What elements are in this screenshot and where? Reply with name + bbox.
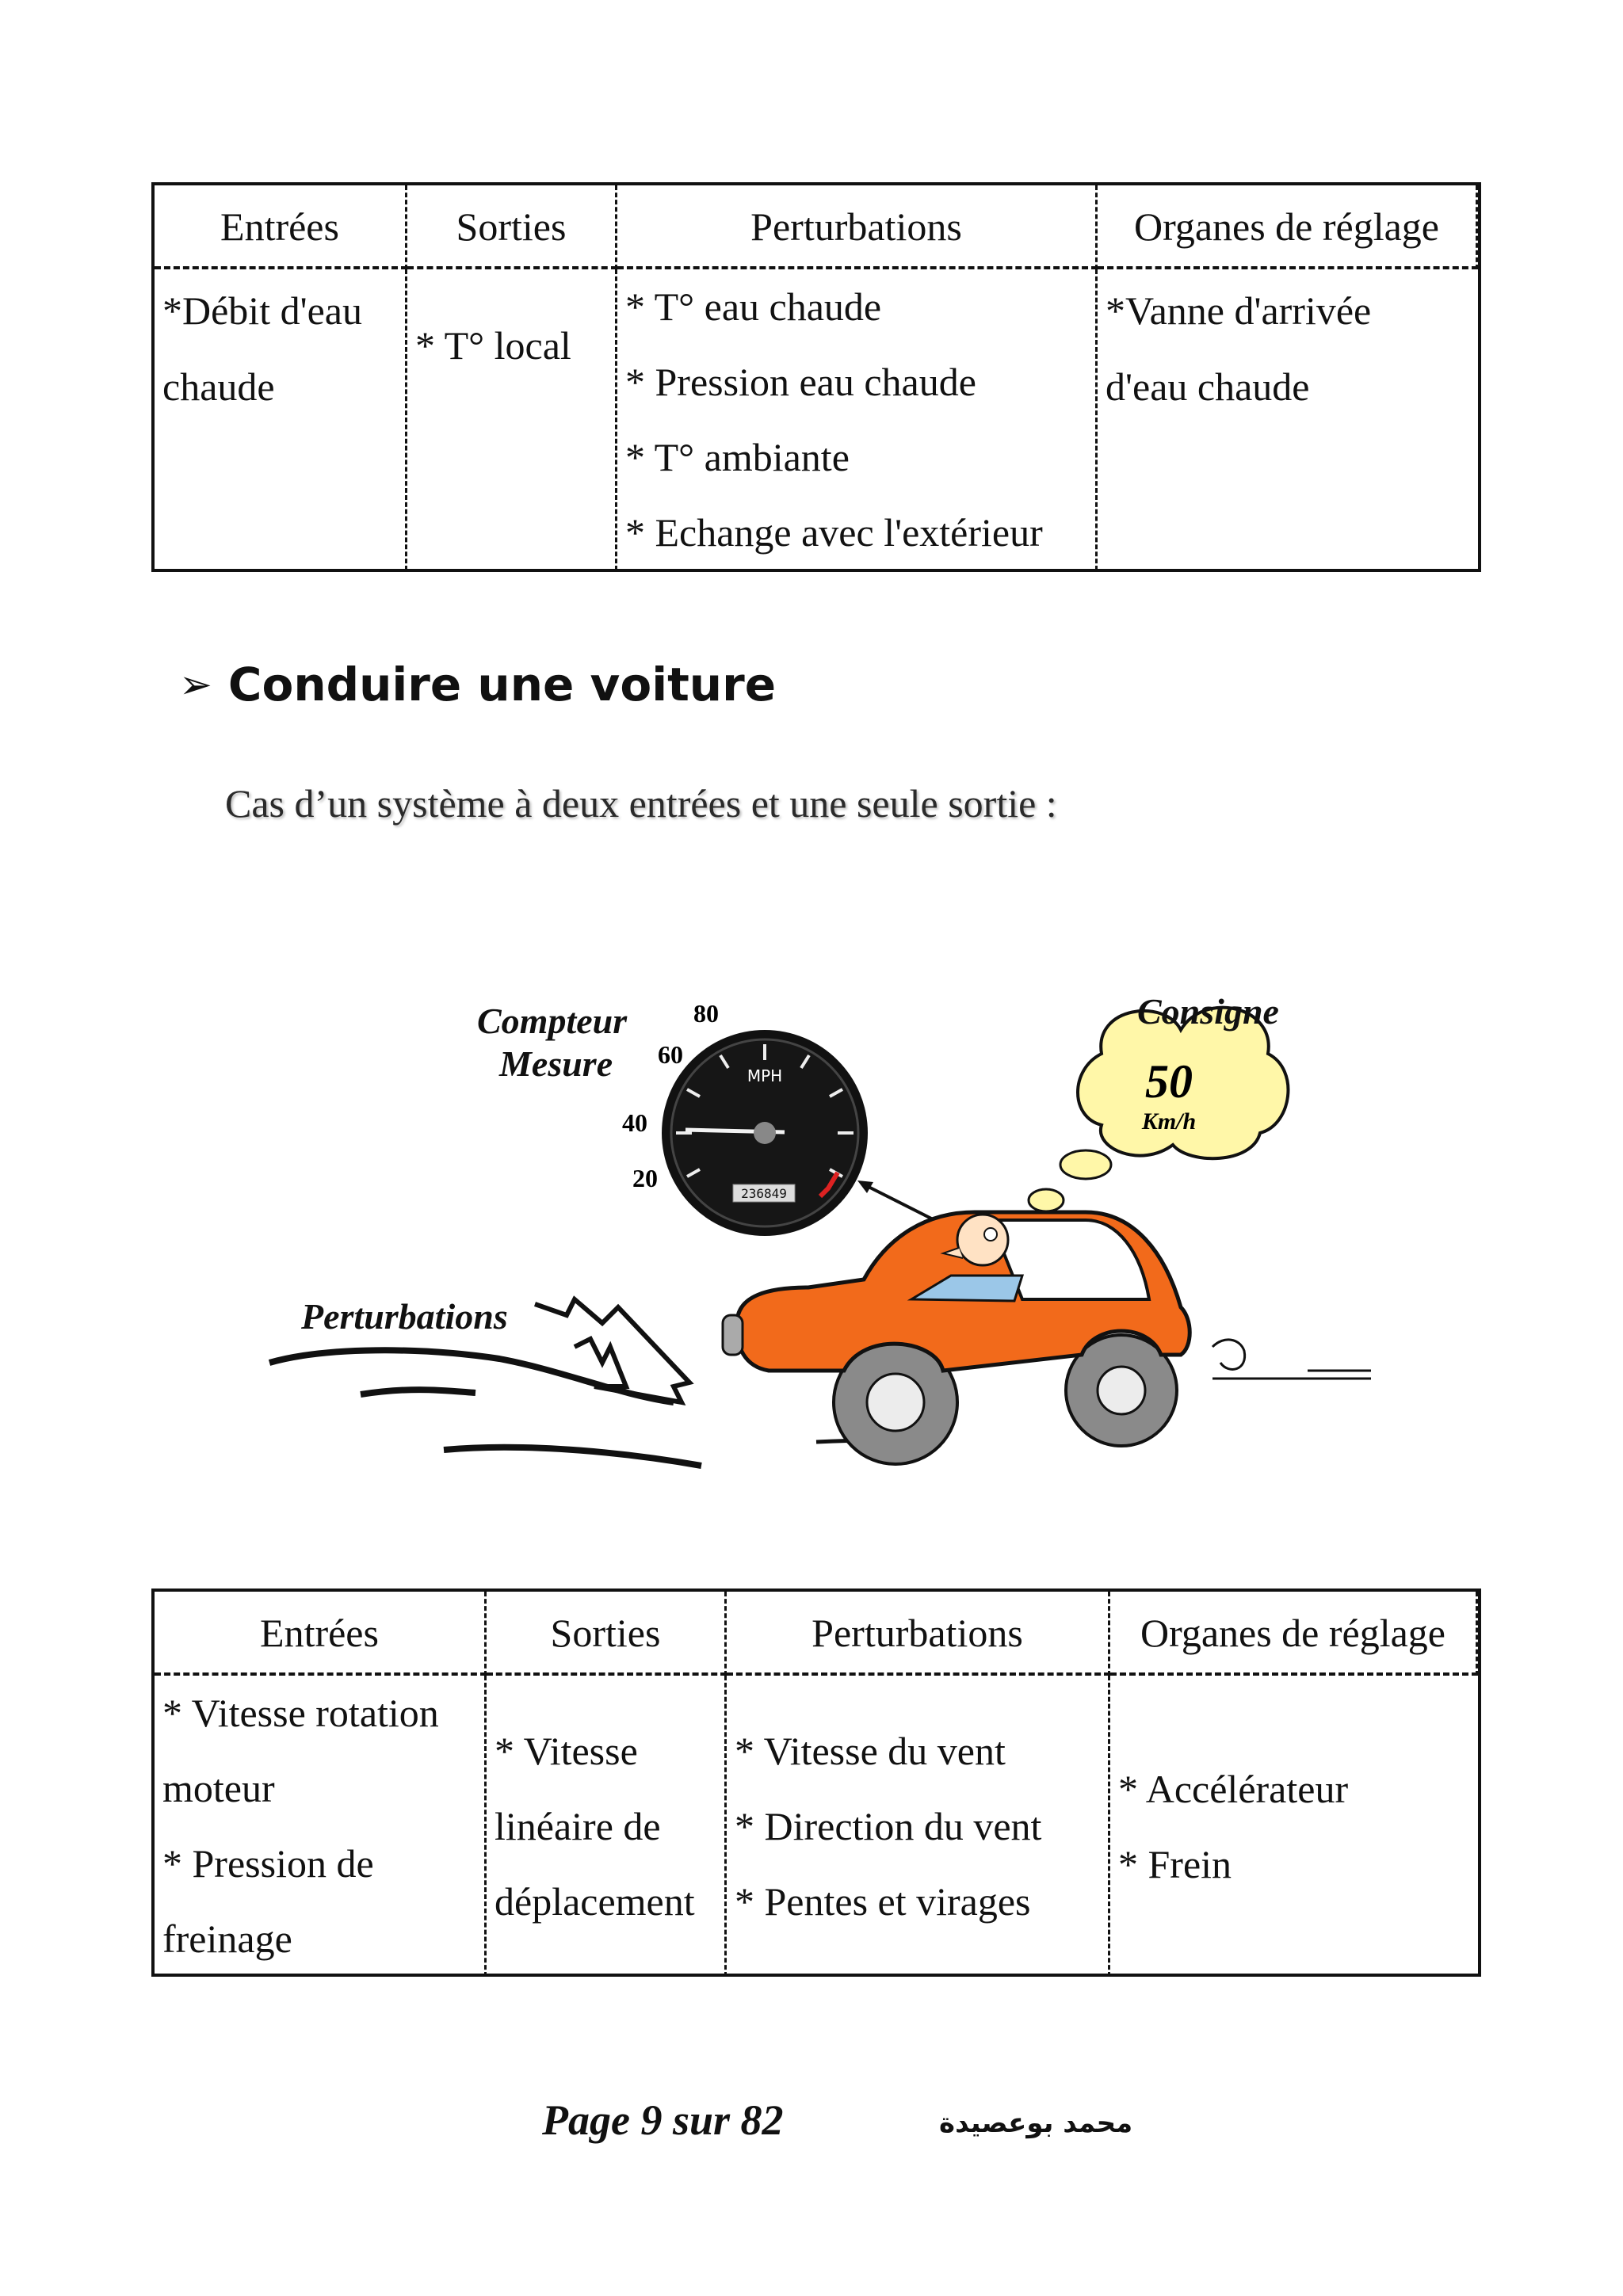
cell-entrees: [155, 1676, 487, 1977]
mesure-label: Mesure: [499, 1043, 613, 1084]
author-name: محمد بوعصيدة: [939, 2107, 1133, 2139]
gauge-tick-label: 20: [632, 1164, 658, 1192]
sorties-line: * Vitesse: [495, 1729, 638, 1773]
organes-line: d'eau chaude: [1106, 364, 1310, 409]
perturbation-line: * Echange avec l'extérieur: [625, 510, 1043, 555]
arrow-bullet-icon: ➢: [179, 662, 212, 707]
odometer-label: 236849: [741, 1186, 787, 1201]
gauge-tick-label: 60: [658, 1040, 683, 1069]
perturbation-line: * T° eau chaude: [625, 284, 882, 329]
entrees-line: freinage: [162, 1917, 292, 1961]
page-number: Page 9 sur 82: [542, 2096, 784, 2144]
table-water-heating: [151, 182, 1481, 572]
entrees-line: * Pression de: [162, 1841, 374, 1886]
consigne-thought-bubble-icon: [1029, 1008, 1288, 1211]
gauge-unit-label: MPH: [747, 1066, 783, 1085]
entrees-line: chaude: [162, 364, 275, 409]
car-illustration: [262, 974, 1411, 1513]
perturbation-line: * Vitesse du vent: [735, 1729, 1006, 1773]
gauge-tick-label: 80: [693, 999, 719, 1028]
table-car-driving: [151, 1589, 1481, 1977]
sorties-line: linéaire de: [495, 1804, 661, 1848]
perturbation-line: * Direction du vent: [735, 1804, 1042, 1848]
sorties-line: * T° local: [415, 323, 571, 368]
car-illustration-svg: [262, 974, 1411, 1513]
cell-organes: [1110, 1676, 1478, 1977]
section-title: [179, 658, 776, 711]
cell-perturbations: [617, 269, 1098, 570]
organes-line: * Accélérateur: [1118, 1767, 1349, 1811]
sorties-line: déplacement: [495, 1879, 695, 1924]
header-entrees: Entrées: [155, 1592, 487, 1676]
section-subtitle: Cas d’un système à deux entrées et une seule sortie :: [225, 781, 1057, 826]
entrees-line: moteur: [162, 1766, 275, 1810]
header-perturbations: Perturbations: [727, 1592, 1110, 1676]
header-perturbations: Perturbations: [617, 185, 1098, 269]
cell-organes: [1098, 269, 1478, 570]
perturbation-line: * T° ambiante: [625, 435, 850, 479]
section-title-text: Conduire une voiture: [227, 658, 777, 711]
cell-perturbations: [727, 1676, 1110, 1977]
organes-line: *Vanne d'arrivée: [1106, 288, 1372, 333]
speedometer-icon: [662, 1030, 868, 1236]
car-icon: [723, 1212, 1371, 1464]
compteur-label: Compteur: [477, 1001, 628, 1041]
organes-line: * Frein: [1118, 1842, 1232, 1886]
header-sorties: Sorties: [487, 1592, 727, 1676]
header-organes: Organes de réglage: [1098, 185, 1478, 269]
perturbation-line: * Pression eau chaude: [625, 360, 976, 404]
entrees-line: *Débit d'eau: [162, 288, 362, 333]
consigne-label: Consigne: [1137, 991, 1279, 1032]
consigne-unit: Km/h: [1141, 1108, 1197, 1135]
header-sorties: Sorties: [407, 185, 617, 269]
entrees-line: * Vitesse rotation: [162, 1691, 439, 1735]
cell-sorties: [487, 1676, 727, 1977]
cell-entrees: [155, 269, 407, 570]
perturbation-line: * Pentes et virages: [735, 1879, 1031, 1924]
gauge-tick-label: 40: [622, 1108, 647, 1137]
header-organes: Organes de réglage: [1110, 1592, 1478, 1676]
perturbations-label: Perturbations: [301, 1296, 508, 1337]
header-entrees: Entrées: [155, 185, 407, 269]
consigne-value: 50: [1145, 1055, 1193, 1108]
cell-sorties: [407, 269, 617, 570]
